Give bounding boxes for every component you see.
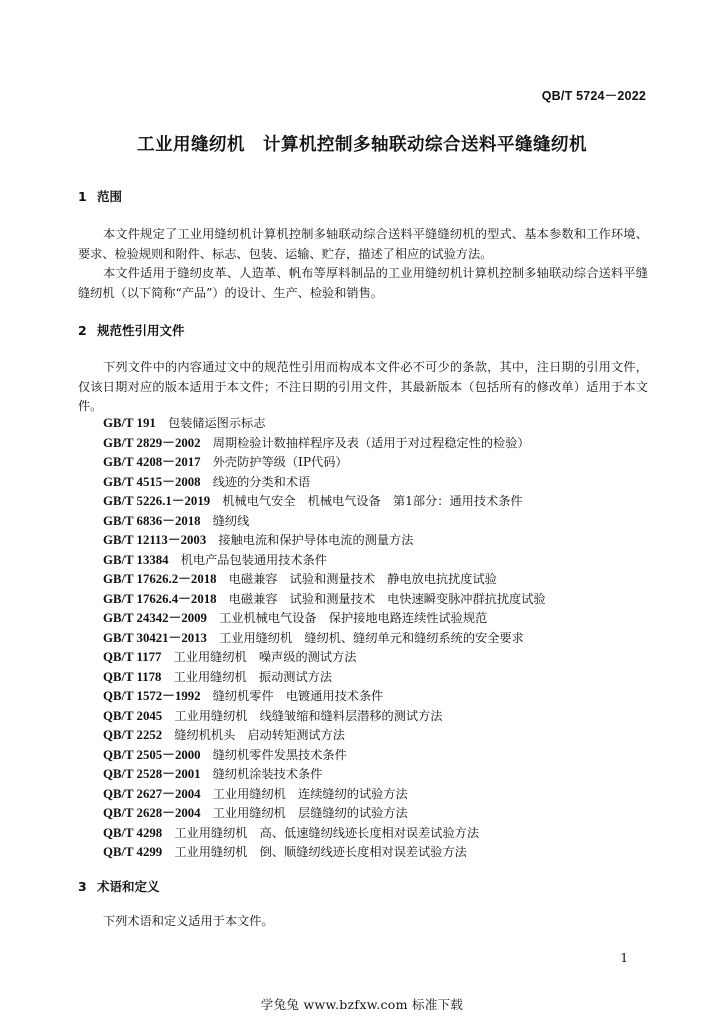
reference-code: GB/T 5226.1－2019 [103, 494, 211, 508]
reference-title: 缝纫线 [212, 513, 250, 528]
reference-code: QB/T 4298 [103, 825, 163, 840]
reference-code: GB/T 4208－2017 [103, 455, 201, 469]
reference-title: 缝纫机零件发黑技术条件 [212, 747, 347, 762]
reference-item [103, 824, 546, 844]
reference-title: 接触电流和保护导体电流的测量方法 [218, 533, 414, 547]
footer-watermark-text: 学兔兔 www.bzfxw.com 标准下载 [260, 997, 464, 1012]
scope-paragraph-1: 本文件规定了工业用缝纫机计算机控制多轴联动综合送料平缝缝纫机的型式、基本参数和工作环境、要求、检验规则和附件、标志、包装、运输、贮存，描述了相应的试验方法。 [78, 227, 648, 261]
reference-title: 工业用缝纫机 连续缝纫的试验方法 [212, 786, 408, 801]
reference-item [103, 668, 546, 688]
section-number: 2 [78, 323, 87, 338]
reference-code: QB/T 1572－1992 [103, 689, 201, 703]
reference-item [103, 687, 546, 707]
reference-title: 缝纫机零件 电镀通用技术条件 [212, 689, 384, 703]
reference-item [103, 726, 546, 746]
section-title: 术语和定义 [97, 879, 160, 894]
section-title: 规范性引用文件 [97, 323, 185, 338]
reference-title: 缝纫机机头 启动转矩测试方法 [174, 728, 345, 742]
reference-item [103, 414, 546, 434]
terms-intro: 下列术语和定义适用于本文件。 [103, 914, 274, 928]
section-title: 范围 [97, 189, 123, 204]
reference-code: QB/T 2628－2004 [103, 806, 201, 820]
reference-code: QB/T 2528－2001 [103, 767, 201, 781]
reference-code: GB/T 4515－2008 [103, 474, 201, 489]
reference-code: GB/T 12113－2003 [103, 533, 207, 547]
document-title: 工业用缝纫机 计算机控制多轴联动综合送料平缝缝纫机 [137, 135, 587, 155]
reference-item [103, 551, 546, 571]
reference-item [103, 707, 546, 727]
reference-item [103, 629, 546, 649]
reference-code: QB/T 4299 [103, 845, 163, 859]
reference-code: GB/T 13384 [103, 552, 169, 567]
reference-title: 电磁兼容 试验和测量技术 电快速瞬变脉冲群抗扰度试验 [228, 591, 546, 606]
page-number: 1 [620, 951, 628, 965]
reference-item [103, 590, 546, 610]
reference-code: GB/T 17626.4－2018 [103, 591, 217, 606]
reference-item [103, 512, 546, 532]
document-code: QB/T 5724－2022 [541, 89, 646, 103]
reference-title: 周期检验计数抽样程序及表（适用于对过程稳定性的检验） [212, 435, 530, 450]
reference-title: 缝纫机涂装技术条件 [212, 767, 323, 781]
reference-title: 工业用缝纫机 线缝皱缩和缝料层潜移的测试方法 [174, 708, 443, 723]
reference-item [103, 648, 546, 668]
reference-code: GB/T 24342－2009 [103, 611, 207, 625]
reference-list [103, 414, 546, 863]
reference-title: 外壳防护等级（IP代码） [212, 455, 348, 469]
reference-title: 工业用缝纫机 高、低速缝纫线迹长度相对误差试验方法 [174, 825, 480, 840]
reference-item [103, 473, 546, 493]
reference-title: 包装储运图示标志 [167, 416, 266, 430]
reference-code: QB/T 2045 [103, 708, 163, 723]
reference-item [103, 453, 546, 473]
reference-title: 工业用缝纫机 层缝缝纫的试验方法 [212, 806, 408, 820]
reference-item [103, 609, 546, 629]
reference-code: GB/T 2829－2002 [103, 435, 201, 450]
reference-title: 机械电气安全 机械电气设备 第1部分：通用技术条件 [222, 494, 523, 508]
reference-item [103, 531, 546, 551]
reference-code: QB/T 1177 [103, 650, 162, 664]
reference-item [103, 434, 546, 454]
reference-code: QB/T 2252 [103, 728, 163, 742]
reference-item [103, 804, 546, 824]
section-number: 1 [78, 189, 87, 204]
references-intro: 下列文件中的内容通过文中的规范性引用而构成本文件必不可少的条款，其中，注日期的引用文件，仅该日期对应的版本适用于本文件；不注日期的引用文件，其最新版本（包括所有的修改单）适用于本文件。 [78, 360, 648, 413]
reference-code: GB/T 191 [103, 416, 156, 430]
reference-code: QB/T 2505－2000 [103, 747, 201, 762]
reference-title: 工业用缝纫机 噪声级的测试方法 [173, 650, 357, 664]
reference-title: 工业机械电气设备 保护接地电路连续性试验规范 [219, 611, 488, 625]
reference-item [103, 785, 546, 805]
section-heading-terms [78, 877, 160, 895]
reference-item [103, 843, 546, 863]
reference-code: GB/T 30421－2013 [103, 630, 207, 645]
reference-code: QB/T 2627－2004 [103, 786, 201, 801]
reference-code: GB/T 17626.2－2018 [103, 572, 217, 586]
reference-title: 线迹的分类和术语 [212, 474, 311, 489]
reference-code: GB/T 6836－2018 [103, 513, 201, 528]
section-heading-normative-references [78, 321, 185, 339]
reference-item [103, 570, 546, 590]
reference-title: 工业用缝纫机 缝纫机、缝纫单元和缝纫系统的安全要求 [219, 630, 524, 645]
reference-title: 机电产品包装通用技术条件 [180, 552, 327, 567]
reference-item [103, 492, 546, 512]
section-number: 3 [78, 879, 87, 894]
reference-title: 工业用缝纫机 倒、顺缝纫线迹长度相对误差试验方法 [174, 845, 467, 859]
reference-code: QB/T 1178 [103, 669, 162, 684]
scope-paragraph-2: 本文件适用于缝纫皮革、人造革、帆布等厚料制品的工业用缝纫机计算机控制多轴联动综合送料平缝缝纫机（以下简称“产品”）的设计、生产、检验和销售。 [78, 266, 648, 300]
reference-item [103, 765, 546, 785]
reference-title: 电磁兼容 试验和测量技术 静电放电抗扰度试验 [228, 572, 497, 586]
section-heading-scope [78, 187, 122, 205]
reference-title: 工业用缝纫机 振动测试方法 [173, 669, 333, 684]
reference-item [103, 746, 546, 766]
